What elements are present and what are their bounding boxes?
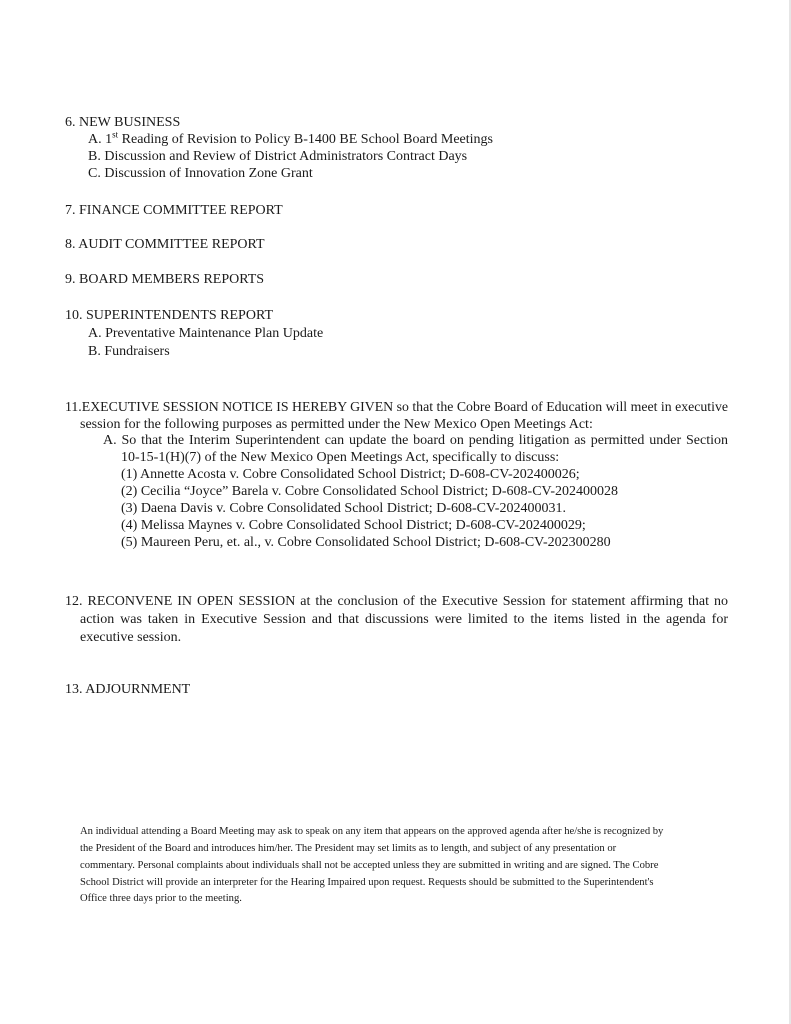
item-11-line-1: 11.EXECUTIVE SESSION NOTICE IS HEREBY GIVEN so that the Cobre Board of Education will meet in executive bbox=[65, 400, 728, 415]
item-11a-line-2: 10-15-1(H)(7) of the New Mexico Open Meetings Act, specifically to discuss: bbox=[121, 450, 560, 465]
footer-notice-line: School District will provide an interpreter for the Hearing Impaired upon request. Requests should be submitted to the Superintendent's bbox=[80, 877, 654, 888]
item-6a bbox=[88, 131, 493, 148]
item-12-line-3: executive session. bbox=[80, 630, 182, 645]
item-13-heading: 13. ADJOURNMENT bbox=[65, 682, 191, 697]
item-12-line-2: action was taken in Executive Session and that discussions were limited to the items listed in the agenda for bbox=[80, 612, 728, 627]
item-6-heading: 6. NEW BUSINESS bbox=[65, 115, 181, 130]
item-6a-text: Reading of Revision to Policy B-1400 BE School Board Meetings bbox=[118, 132, 494, 147]
case-item: (2) Cecilia “Joyce” Barela v. Cobre Consolidated School District; D-608-CV-202400028 bbox=[121, 484, 619, 499]
case-item: (4) Melissa Maynes v. Cobre Consolidated School District; D-608-CV-202400029; bbox=[121, 518, 586, 533]
case-item: (1) Annette Acosta v. Cobre Consolidated School District; D-608-CV-202400026; bbox=[121, 467, 580, 482]
footer-notice-line: commentary. Personal complaints about individuals shall not be accepted unless they are submitted in writing and are signed. The Cobre bbox=[80, 860, 659, 871]
item-8-heading: 8. AUDIT COMMITTEE REPORT bbox=[65, 237, 265, 252]
case-item: (5) Maureen Peru, et. al., v. Cobre Consolidated School District; D-608-CV-202300280 bbox=[121, 535, 611, 550]
item-9-heading: 9. BOARD MEMBERS REPORTS bbox=[65, 272, 265, 287]
item-6a-prefix: A. 1 bbox=[88, 132, 113, 147]
item-12-line-1: 12. RECONVENE IN OPEN SESSION at the conclusion of the Executive Session for statement affirming that no bbox=[65, 594, 728, 609]
item-11a-line-1: A. So that the Interim Superintendent can update the board on pending litigation as permitted under Section bbox=[103, 433, 728, 448]
item-10a: A. Preventative Maintenance Plan Update bbox=[88, 326, 324, 341]
item-6a-sup: st bbox=[112, 129, 119, 140]
item-11-line-2: session for the following purposes as permitted under the New Mexico Open Meetings Act: bbox=[80, 417, 593, 432]
footer-notice-line: the President of the Board and introduces him/her. The President may set limits as to length, and subject of any presentation or bbox=[80, 843, 617, 854]
item-6c: C. Discussion of Innovation Zone Grant bbox=[88, 166, 313, 181]
footer-notice-line: Office three days prior to the meeting. bbox=[80, 893, 242, 904]
item-7-heading: 7. FINANCE COMMITTEE REPORT bbox=[65, 203, 283, 218]
item-10b: B. Fundraisers bbox=[88, 344, 170, 359]
item-6b: B. Discussion and Review of District Administrators Contract Days bbox=[88, 149, 468, 164]
case-item: (3) Daena Davis v. Cobre Consolidated School District; D-608-CV-202400031. bbox=[121, 501, 566, 516]
item-10-heading: 10. SUPERINTENDENTS REPORT bbox=[65, 308, 274, 323]
footer-notice-line: An individual attending a Board Meeting may ask to speak on any item that appears on the approved agenda after he/she is recognized by bbox=[80, 826, 664, 837]
